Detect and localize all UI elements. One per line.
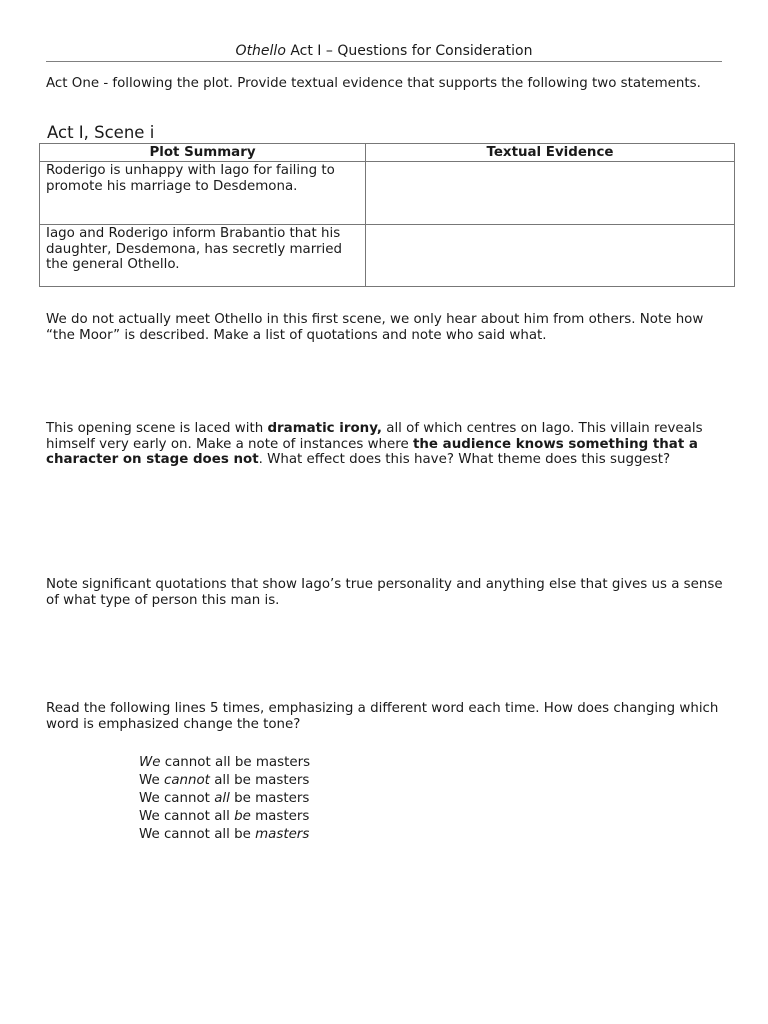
question-dramatic-irony (46, 421, 736, 468)
list-item (139, 754, 310, 772)
question-iago-personality: Note significant quotations that show Iago’s true personality and anything else that gives us a sense of what type of person this man is. (46, 577, 723, 608)
header-title-rest: Act I – Questions for Consideration (285, 43, 533, 59)
question-emphasis: Read the following lines 5 times, emphasizing a different word each time. How does changing which word is emphasized change the tone? (46, 701, 719, 732)
column-header-textual-evidence: Textual Evidence (366, 144, 735, 162)
line-text: We (139, 773, 164, 788)
textual-evidence-cell[interactable] (366, 225, 735, 287)
emphasized-word: be (234, 809, 251, 824)
emphasized-word: cannot (163, 773, 210, 788)
question-text-part: . What effect does this have? What theme does this suggest? (258, 452, 671, 468)
line-text: We cannot all be (139, 827, 256, 842)
header-title-italic: Othello (235, 43, 286, 59)
table-row (40, 225, 735, 287)
textual-evidence-cell[interactable] (366, 162, 735, 225)
line-text: We cannot all (139, 809, 235, 824)
line-text: masters (250, 809, 310, 824)
line-text: cannot all be masters (160, 755, 311, 770)
question-text-part: all of which centres on Iago. This villain reveals himself very early on. Make a note of instances where (46, 421, 703, 452)
table-header-row (40, 144, 735, 162)
emphasis-lines (139, 754, 310, 844)
question-text-part: This opening scene is laced with (46, 421, 268, 436)
line-text: all be masters (209, 773, 310, 788)
question-moor-description: We do not actually meet Othello in this first scene, we only hear about him from others. Note how “the Moor” is described. Make a list of quotations and note who said what. (46, 312, 704, 343)
line-text: be masters (229, 791, 310, 806)
list-item (139, 790, 310, 808)
intro-text: Act One - following the plot. Provide textual evidence that supports the following two statements. (46, 76, 701, 91)
emphasized-word: We (139, 755, 161, 770)
scene-heading: Act I, Scene i (47, 123, 155, 142)
question-bold-text: dramatic irony, (267, 421, 382, 436)
table-row (40, 162, 735, 225)
plot-table (39, 143, 735, 287)
plot-summary-cell: Roderigo is unhappy with Iago for failing to promote his marriage to Desdemona. (40, 162, 366, 225)
list-item (139, 826, 310, 844)
question-bold-text: the audience knows something that a character on stage does not (46, 436, 698, 468)
plot-summary-cell: Iago and Roderigo inform Brabantio that his daughter, Desdemona, has secretly married the general Othello. (40, 225, 366, 287)
column-header-plot-summary: Plot Summary (40, 144, 366, 162)
list-item (139, 808, 310, 826)
document-header (46, 42, 722, 62)
emphasized-word: masters (255, 827, 310, 842)
list-item (139, 772, 310, 790)
emphasized-word: all (214, 791, 230, 806)
line-text: We cannot (139, 791, 215, 806)
